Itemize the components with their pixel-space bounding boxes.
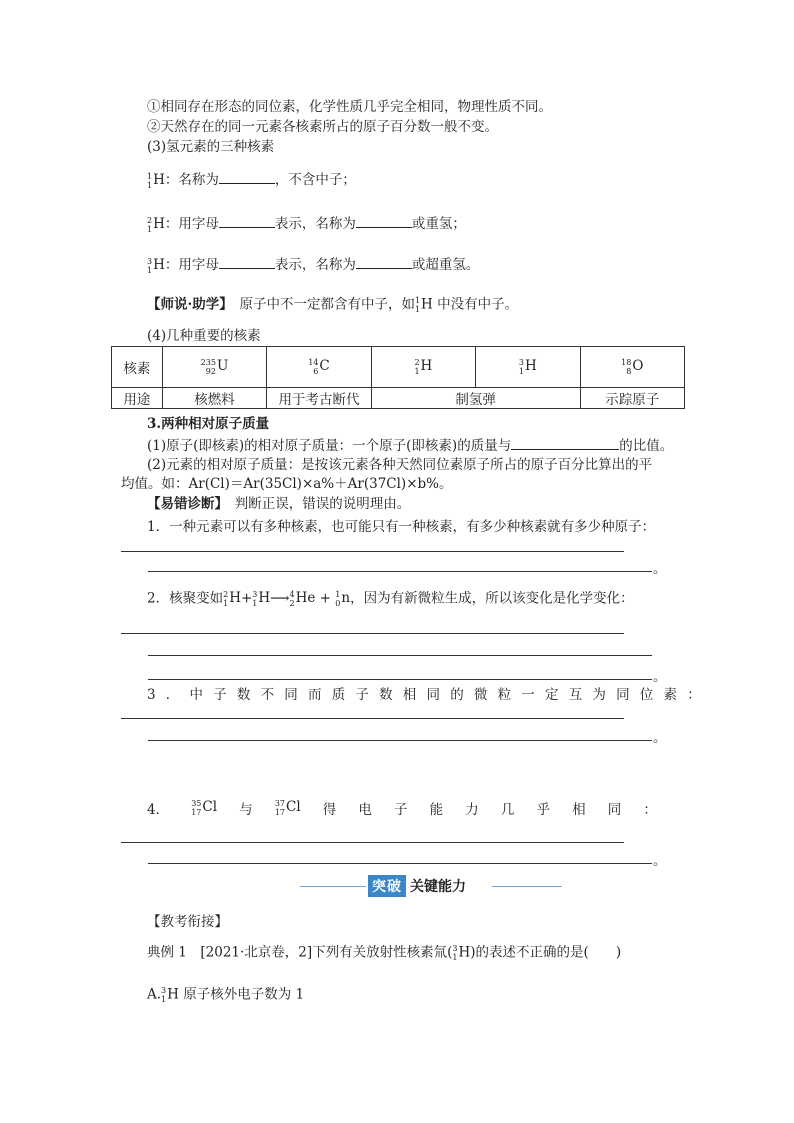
nuclide-u235: 235 92 U bbox=[162, 347, 266, 388]
q4-char: 得 bbox=[322, 802, 337, 818]
nuclide-o18: 18 8 O bbox=[580, 347, 684, 388]
teacher-note: 【师说·助学】 原子中不一定都含有中子，如 1 1 H 中没有中子。 bbox=[147, 296, 519, 314]
answer-blank[interactable] bbox=[356, 255, 412, 269]
example-1: 典例 1 [2021·北京卷，2]下列有关放射性核素氚( 3 1 H)的表述不正确的是( ) bbox=[147, 944, 622, 962]
q4-char: 能 bbox=[429, 802, 444, 818]
question-3: 3．中子数不同而质子数相同的微粒一定互为同位素： bbox=[147, 687, 711, 703]
use-cell: 核燃料 bbox=[162, 388, 266, 409]
answer-blank[interactable] bbox=[511, 436, 619, 450]
deuterium-line: 2 1 H：用字母 表示，名称为 或重氢； bbox=[147, 215, 466, 234]
question-4: 4． 35 17 Cl 与 37 17 Cl 得 电 子 能 力 几 乎 相 同 ： bbox=[147, 799, 657, 818]
answer-line[interactable] bbox=[148, 679, 652, 680]
answer-blank[interactable] bbox=[219, 255, 275, 269]
nuclide-c14: 14 6 C bbox=[267, 347, 371, 388]
subheading: (3)氢元素的三种核素 bbox=[147, 139, 275, 155]
isotope-he4: 4 2 He bbox=[289, 590, 316, 608]
section-heading: 3.两种相对原子质量 bbox=[147, 416, 270, 432]
period: 。 bbox=[653, 561, 667, 577]
answer-blank[interactable] bbox=[356, 214, 412, 228]
banner-title: 关键能力 bbox=[410, 879, 466, 895]
use-cell: 示踪原子 bbox=[580, 388, 684, 409]
arrow-icon: ⟶ bbox=[270, 590, 290, 607]
nuclide-h3: 3 1 H bbox=[476, 347, 580, 388]
formula: Ar(Cl)＝Ar(35Cl)×a%＋Ar(37Cl)×b%。 bbox=[188, 476, 453, 492]
isotope-h3: 3 1 H bbox=[252, 590, 271, 608]
question-2: 2．核聚变如 2 1 H + 3 1 H ⟶ 4 2 He + 1 0 n ，因为有新微粒生成，所以该变化是化学变化： bbox=[147, 590, 634, 608]
answer-line[interactable] bbox=[121, 551, 624, 552]
nuclide-table bbox=[111, 346, 685, 409]
period: 。 bbox=[653, 669, 667, 685]
use-cell: 用于考古断代 bbox=[267, 388, 371, 409]
section-label: 【教考衔接】 bbox=[147, 914, 228, 930]
answer-blank[interactable] bbox=[219, 214, 275, 228]
protium-line: 1 1 H：名称为 ，不含中子； bbox=[147, 171, 356, 190]
nuclide-h2: 2 1 H bbox=[371, 347, 475, 388]
isotope-h2: 2 1 bbox=[147, 215, 153, 234]
period: 。 bbox=[653, 730, 667, 746]
isotope-cl37: 37 17 Cl bbox=[274, 799, 301, 817]
answer-line[interactable] bbox=[121, 718, 624, 719]
banner-line-right bbox=[492, 886, 562, 887]
section-banner bbox=[300, 875, 562, 899]
text-line: (2)元素的相对原子质量：是按该元素各种天然同位素原子所占的原子百分比算出的平 bbox=[147, 457, 653, 473]
text-line: ②天然存在的同一元素各核素所占的原子百分数一般不变。 bbox=[147, 119, 498, 135]
tritium-line: 3 1 H：用字母 表示，名称为 或超重氢。 bbox=[147, 256, 480, 275]
q4-char: 乎 bbox=[536, 802, 551, 818]
answer-line[interactable] bbox=[121, 633, 624, 634]
text-line: 均值。如：Ar(Cl)＝Ar(35Cl)×a%＋Ar(37Cl)×b%。 bbox=[121, 476, 453, 492]
option-a[interactable]: A. 3 1 H 原子核外电子数为 1 bbox=[147, 986, 305, 1004]
isotope-h1: 1 1 bbox=[147, 171, 153, 190]
use-cell: 制氢弹 bbox=[371, 388, 580, 409]
isotope-h2: 2 1 H bbox=[223, 590, 241, 608]
q4-char: 相 bbox=[572, 802, 586, 818]
q4-char: ： bbox=[643, 802, 657, 818]
answer-line[interactable] bbox=[121, 842, 624, 843]
answer-line[interactable] bbox=[148, 863, 652, 864]
table-row-label: 核素 bbox=[112, 347, 163, 388]
isotope-h3: 3 1 bbox=[161, 986, 167, 1004]
q4-char: 力 bbox=[465, 802, 479, 818]
subheading: (4)几种重要的核素 bbox=[147, 328, 261, 344]
banner-line-left bbox=[300, 886, 366, 887]
isotope-cl35: 35 17 Cl bbox=[191, 799, 218, 817]
answer-line[interactable] bbox=[148, 655, 652, 656]
question-1: 1．一种元素可以有多种核素，也可能只有一种核素，有多少种核素就有多少种原子： bbox=[147, 519, 656, 535]
table-row-label: 用途 bbox=[112, 388, 163, 409]
text-line: ①相同存在形态的同位素，化学性质几乎完全相同，物理性质不同。 bbox=[147, 99, 552, 115]
diagnosis-header: 【易错诊断】 判断正误，错误的说明理由。 bbox=[147, 496, 411, 512]
q4-char: 同 bbox=[607, 802, 622, 818]
period: 。 bbox=[653, 853, 667, 869]
answer-blank[interactable] bbox=[219, 170, 275, 184]
isotope-h3: 3 1 bbox=[452, 944, 458, 962]
q4-char: 电 bbox=[358, 802, 372, 818]
banner-tag: 突破 bbox=[368, 875, 406, 897]
q4-char: 几 bbox=[500, 802, 515, 818]
isotope-n1: 1 0 n bbox=[335, 590, 351, 608]
text-line: (1)原子(即核素)的相对原子质量：一个原子(即核素)的质量与 的比值。 bbox=[147, 438, 674, 454]
isotope-h3: 3 1 bbox=[147, 256, 153, 275]
answer-line[interactable] bbox=[148, 571, 652, 572]
answer-line[interactable] bbox=[148, 740, 652, 741]
q4-char: 子 bbox=[394, 802, 408, 818]
isotope-h1: 1 1 bbox=[414, 296, 421, 314]
